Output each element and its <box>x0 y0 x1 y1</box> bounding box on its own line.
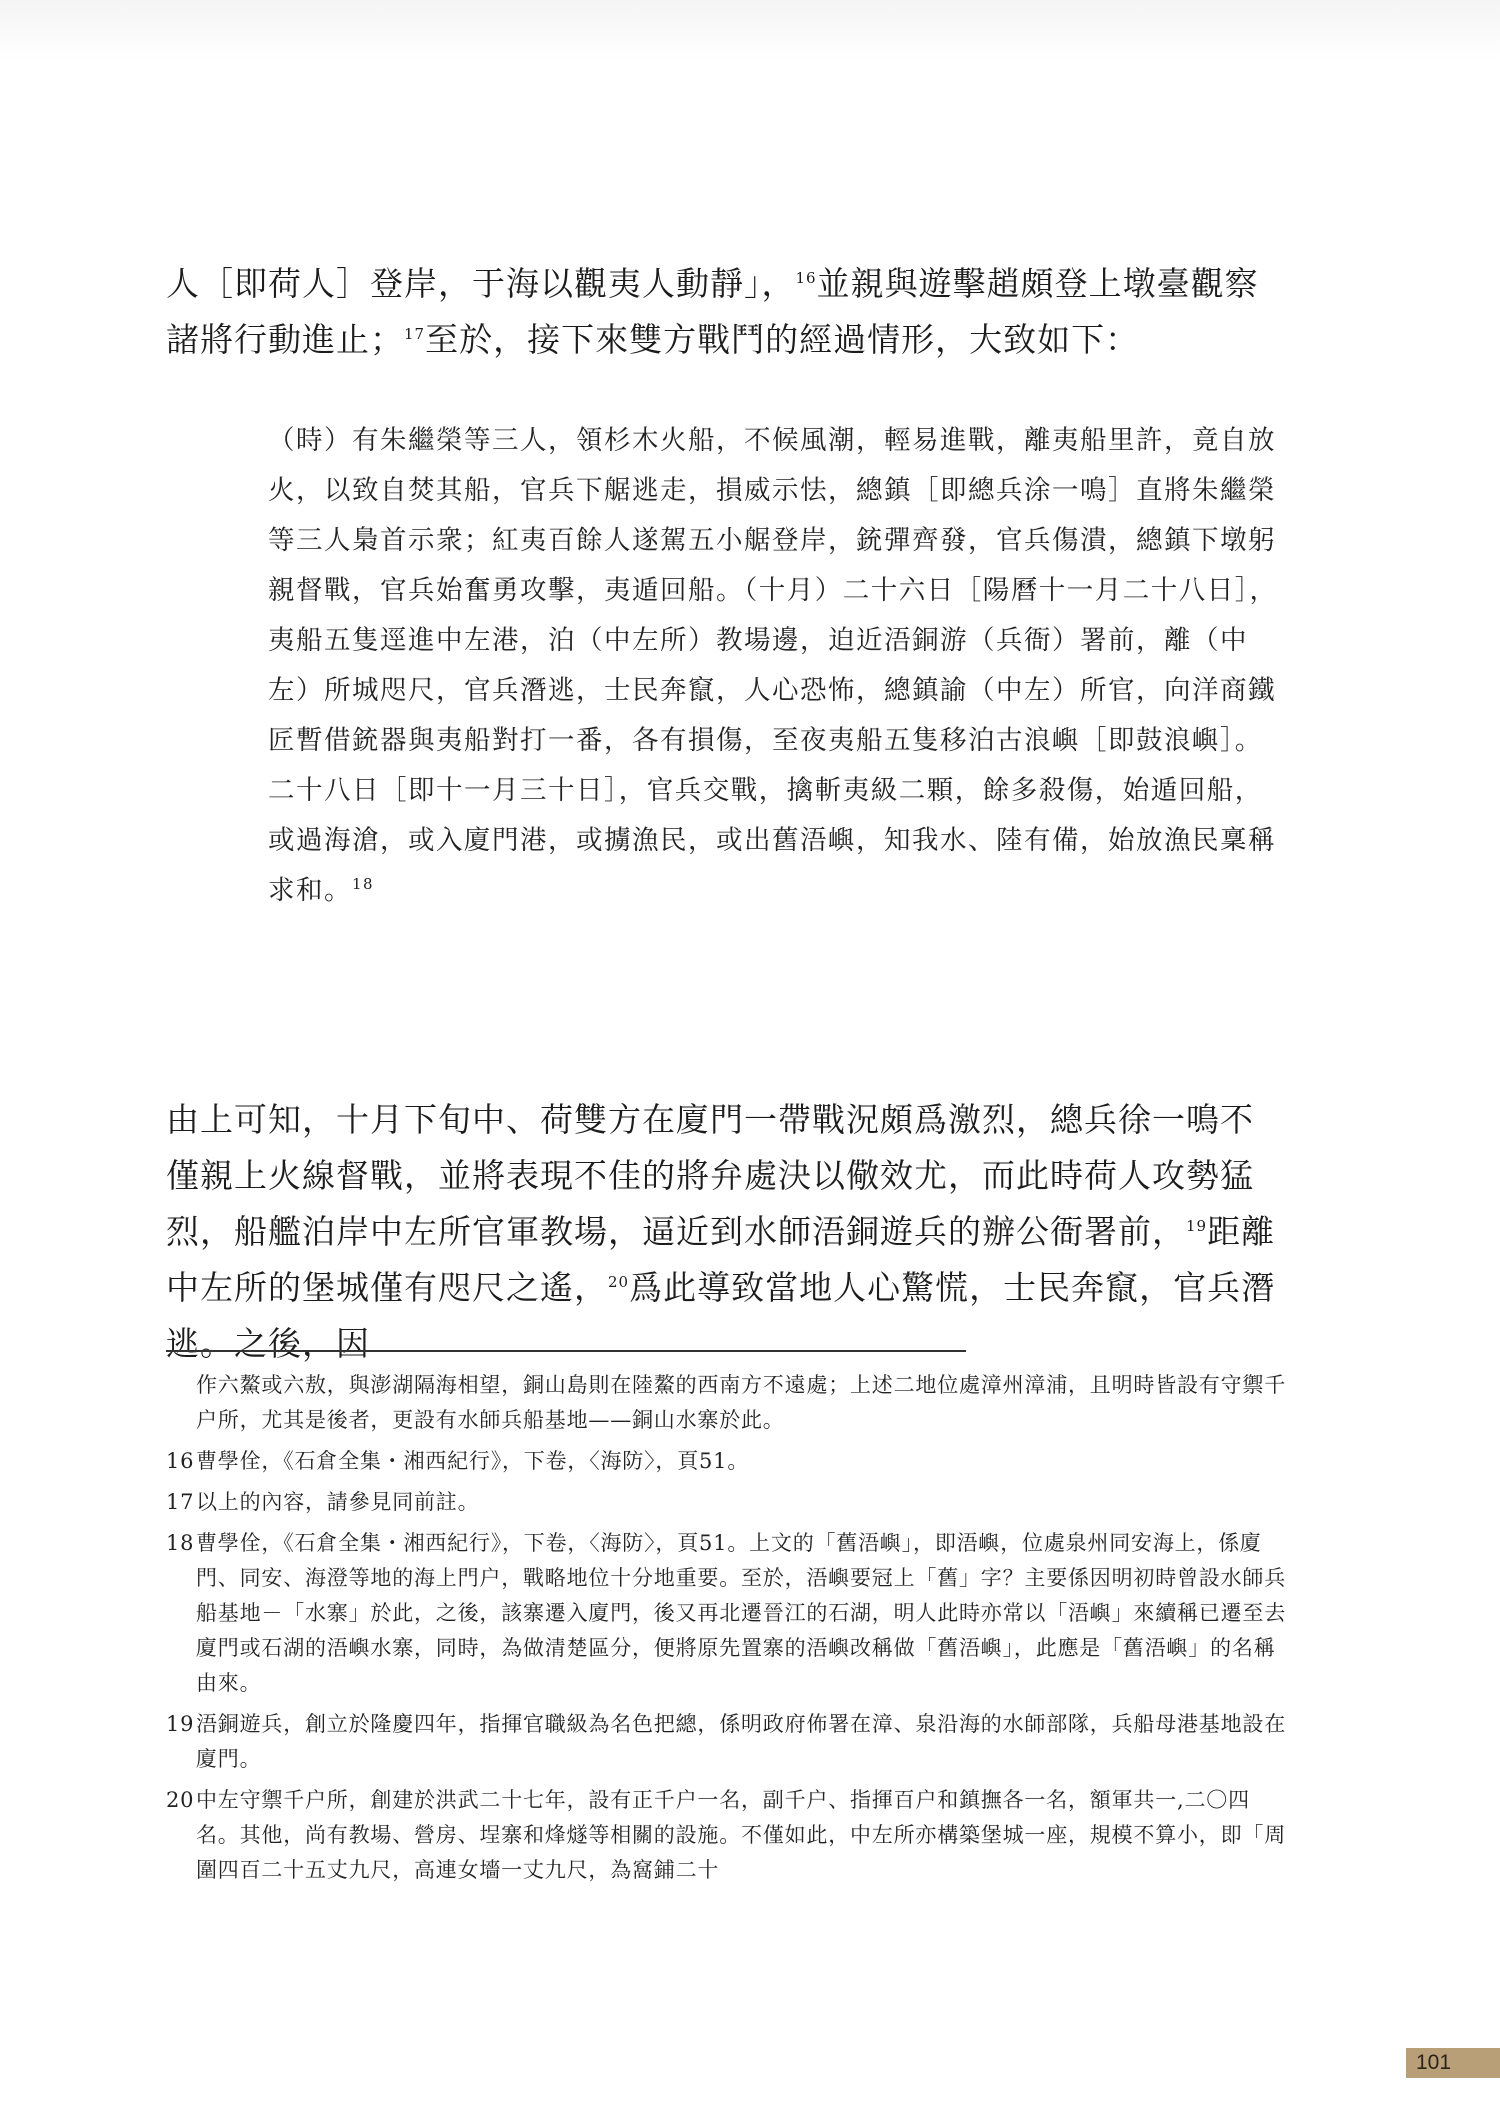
block-quote <box>268 416 1280 916</box>
footnote-ref-19[interactable]: 19 <box>1186 1217 1208 1235</box>
footnote-text: 曹學佺，《石倉全集・湘西紀行》，下卷，〈海防〉，頁51。 <box>196 1449 750 1473</box>
page-number: 101 <box>1406 2048 1500 2078</box>
footnote-text: 以上的內容，請參見同前註。 <box>196 1490 480 1514</box>
body-paragraph-2 <box>166 1092 1276 1372</box>
para1-text-2: 並親與遊擊趙頗登上墩臺觀察諸將行動進止； <box>166 264 1259 359</box>
footnote-ref-18[interactable]: 18 <box>352 875 375 894</box>
footnote-number: 19 <box>166 1712 195 1736</box>
footnote-text: 浯銅遊兵，創立於隆慶四年，指揮官職級為名色把總，係明政府佈署在漳、泉沿海的水師部隊，兵船母港基地設在廈門。 <box>196 1712 1286 1771</box>
footnote-number: 17 <box>166 1490 195 1514</box>
footnote-continued-text: 作六鰲或六敖，與澎湖隔海相望，銅山島則在陸鰲的西南方不遠處；上述二地位處漳州漳浦，且明時皆設有守禦千户所，尤其是後者，更設有水師兵船基地——銅山水寨於此。 <box>196 1373 1286 1432</box>
body-paragraph-1 <box>166 256 1276 368</box>
footnote-number: 18 <box>166 1531 195 1555</box>
para2-text: 由上可知，十月下旬中、荷雙方在廈門一帶戰況頗爲激烈，總兵徐一鳴不僅親上火線督戰，並將表現不佳的將弁處決以儆效尤，而此時荷人攻勢猛烈，船艦泊岸中左所官軍教場，逼近到水師浯銅遊兵的辦公衙署前， <box>166 1100 1254 1251</box>
para2-text-2: 距離中左所的堡城僅有咫尺之遙， <box>166 1212 1276 1307</box>
footnote-ref-16[interactable]: 16 <box>795 269 817 287</box>
footnote-ref-17[interactable]: 17 <box>404 325 426 343</box>
footnote-ref-20[interactable]: 20 <box>608 1273 630 1291</box>
footnote-text: 曹學佺，《石倉全集・湘西紀行》，下卷，〈海防〉，頁51。上文的「舊浯嶼」，即浯嶼，位處泉州同安海上，係廈門、同安、海澄等地的海上門户，戰略地位十分地重要。至於，浯嶼要冠上「舊」字？主要係因明初時曾設水師兵船基地－「水寨」於此，之後，該寨遷入廈門，後又再北遷晉江的石湖，明人此時亦常以「浯嶼」來續稱已遷至去廈門或石湖的浯嶼水寨，同時，為做清楚區分，便將原先置寨的浯嶼改稱做「舊浯嶼」，此應是「舊浯嶼」的名稱由來。 <box>196 1531 1286 1695</box>
footnotes <box>166 1368 1286 1894</box>
footnote-18 <box>166 1526 1286 1701</box>
footnote-number: 16 <box>166 1449 195 1473</box>
footnote-16 <box>166 1444 1286 1479</box>
footnote-separator <box>166 1350 966 1352</box>
footnote-20 <box>166 1783 1286 1888</box>
para1-text-3: 至於，接下來雙方戰鬥的經過情形，大致如下： <box>425 320 1140 359</box>
footnote-17 <box>166 1485 1286 1520</box>
quote-text: （時）有朱繼榮等三人，領杉木火船，不候風潮，輕易進戰，離夷船里許，竟自放火，以致自焚其船，官兵下艍逃走，損威示怯，總鎮［即總兵涂一鳴］直將朱繼榮等三人梟首示衆；紅夷百餘人遂駕五小艍登岸，銃彈齊發，官兵傷潰，總鎮下墩躬親督戰，官兵始奮勇攻擊，夷遁回船。（十月）二十六日［陽曆十一月二十八日］，夷船五隻逕進中左港，泊（中左所）教場邊，迫近浯銅游（兵衙）署前，離（中左）所城咫尺，官兵潛逃，士民奔竄，人心恐怖，總鎮諭（中左）所官，向洋商鐵匠暫借銃器與夷船對打一番，各有損傷，至夜夷船五隻移泊古浪嶼［即鼓浪嶼］。二十八日［即十一月三十日］，官兵交戰，擒斬夷級二顆，餘多殺傷，始遁回船，或過海滄，或入廈門港，或擄漁民，或出舊浯嶼，知我水、陸有備，始放漁民稟稱求和。 <box>268 425 1278 906</box>
footnote-continued <box>166 1368 1286 1438</box>
footnote-text: 中左守禦千户所，創建於洪武二十七年，設有正千户一名，副千户、指揮百户和鎮撫各一名，額軍共一,二〇四名。其他，尚有教場、營房、埕寨和烽燧等相關的設施。不僅如此，中左所亦構築堡城一座，規模不算小，即「周圍四百二十五丈九尺，高連女墻一丈九尺，為窩鋪二十 <box>196 1788 1286 1882</box>
para2-text-3: 爲此導致當地人心驚慌，士民奔竄，官兵潛逃。之後，因 <box>166 1268 1276 1363</box>
footnote-19 <box>166 1707 1286 1777</box>
footnote-number: 20 <box>166 1788 195 1812</box>
para1-text: 人［即荷人］登岸，于海以觀夷人動靜」， <box>166 264 796 303</box>
